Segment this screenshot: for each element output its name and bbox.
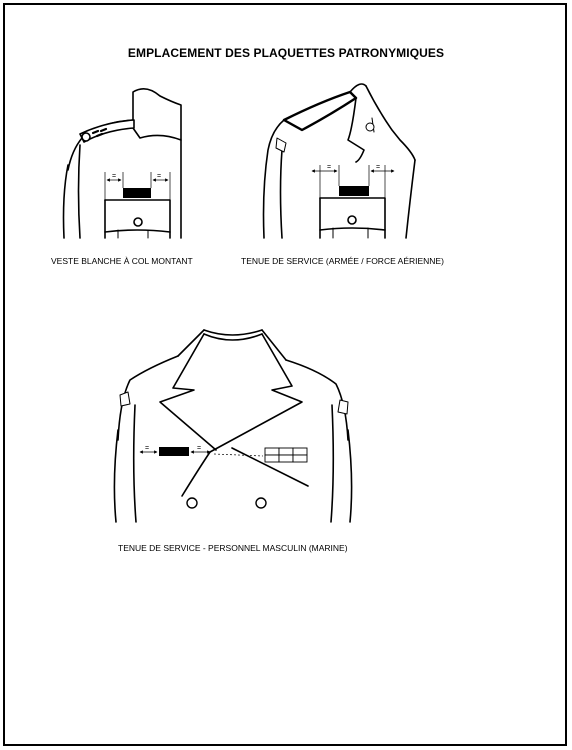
equal-mark: = [327, 164, 332, 171]
jacket-button-icon [187, 498, 197, 508]
pocket-button-icon [348, 216, 356, 224]
nameplate-navy [159, 447, 189, 456]
equal-mark: = [145, 445, 150, 452]
equal-mark: = [112, 173, 117, 180]
white-jacket-illustration [64, 89, 182, 238]
jacket-button-icon [256, 498, 266, 508]
equal-mark: = [157, 173, 162, 180]
page-title: EMPLACEMENT DES PLAQUETTES PATRONYMIQUES [127, 46, 445, 60]
equal-mark: = [197, 445, 202, 452]
equal-mark: = [376, 164, 381, 171]
caption-white-jacket: VESTE BLANCHE À COL MONTANT [51, 256, 193, 266]
navy-uniform-illustration [114, 330, 351, 522]
ribbon-bar [265, 448, 307, 462]
shoulder-button-icon [82, 133, 90, 141]
army-airforce-uniform-illustration [264, 84, 416, 238]
caption-army-airforce: TENUE DE SERVICE (ARMÉE / FORCE AÉRIENNE) [241, 256, 444, 266]
nameplate-army-airforce [339, 186, 369, 196]
pocket-button-icon [134, 218, 142, 226]
nameplate-white-jacket [123, 188, 151, 198]
caption-navy: TENUE DE SERVICE - PERSONNEL MASCULIN (MARINE) [118, 543, 348, 553]
